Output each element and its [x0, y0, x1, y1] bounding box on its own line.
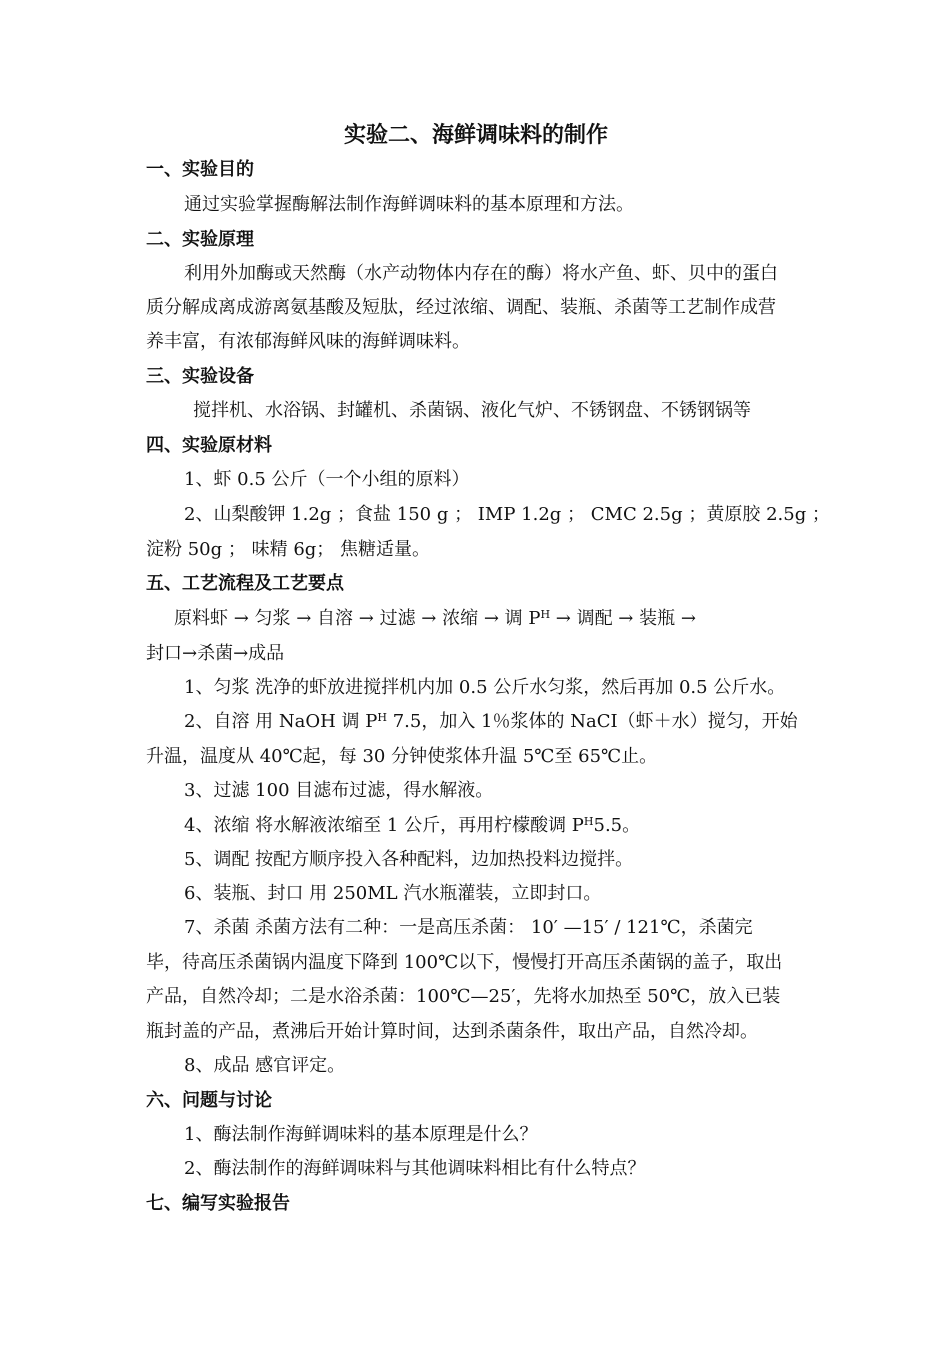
step-concentrate: [184, 812, 640, 840]
document-title: 实验二、海鲜调味料的制作: [343, 123, 608, 148]
step-autolysis-cont: 升温，温度从 40℃起，每 30 分钟使浆体升温 5℃至 65℃止。: [146, 746, 658, 767]
heading-principle: 二、实验原理: [146, 229, 254, 250]
heading-process: 五、工艺流程及工艺要点: [146, 573, 344, 594]
process-flow-text-b: → 调配 → 装瓶 →: [550, 608, 696, 629]
equipment-text: 搅拌机、水浴锅、封罐机、杀菌锅、液化气炉、不锈钢盘、不锈钢锅等: [193, 400, 751, 421]
principle-line-1: 利用外加酶或天然酶（水产动物体内存在的酶）将水产鱼、虾、贝中的蛋白: [184, 263, 778, 284]
step-autolysis: [184, 708, 798, 736]
step-bottle: 6、装瓶、封口 用 250ML 汽水瓶灌装，立即封口。: [184, 883, 602, 904]
step-blend: 5、调配 按配方顺序投入各种配料，边加热投料边搅拌。: [184, 849, 634, 870]
step-filter: 3、过滤 100 目滤布过滤，得水解液。: [184, 780, 494, 801]
step-homogenize: 1、匀浆 洗净的虾放进搅拌机内加 0.5 公斤水匀浆，然后再加 0.5 公斤水。: [184, 677, 786, 698]
process-flow-line-1: [174, 605, 696, 633]
ph-superscript: H: [540, 608, 551, 621]
ph-superscript: H: [377, 711, 387, 724]
heading-purpose: 一、实验目的: [146, 159, 254, 180]
heading-equipment: 三、实验设备: [146, 366, 254, 387]
principle-line-2: 质分解成离成游离氨基酸及短肽，经过浓缩、调配、装瓶、杀菌等工艺制作成营: [146, 297, 776, 318]
step-sterilize-cont-2: 产品，自然冷却；二是水浴杀菌：100℃—25′，先将水加热至 50℃，放入已装: [146, 986, 781, 1007]
step-concentrate-text-b: 5.5。: [593, 815, 641, 836]
step-autolysis-text-a: 2、自溶 用 NaOH 调 P: [184, 711, 378, 732]
step-autolysis-text-b: 7.5，加入 1％浆体的 NaCI（虾＋水）搅匀，开始: [386, 711, 798, 732]
material-item-2: 2、山梨酸钾 1.2g ；食盐 150 g ； IMP 1.2g ； CMC 2.5g ；黄原胶 2.5g ；: [184, 504, 830, 525]
heading-report: 七、编写实验报告: [146, 1193, 290, 1214]
principle-line-3: 养丰富，有浓郁海鲜风味的海鲜调味料。: [146, 331, 470, 352]
step-sterilize-cont-1: 毕，待高压杀菌锅内温度下降到 100℃以下，慢慢打开高压杀菌锅的盖子，取出: [146, 952, 783, 973]
purpose-text: 通过实验掌握酶解法制作海鲜调味料的基本原理和方法。: [184, 194, 634, 215]
ph-superscript: H: [583, 815, 594, 828]
heading-discussion: 六、问题与讨论: [146, 1090, 272, 1111]
process-flow-text-a: 原料虾 → 匀浆 → 自溶 → 过滤 → 浓缩 → 调 P: [174, 608, 541, 629]
heading-materials: 四、实验原材料: [146, 435, 272, 456]
question-2: 2、酶法制作的海鲜调味料与其他调味料相比有什么特点？: [184, 1158, 646, 1179]
step-concentrate-text-a: 4、浓缩 将水解液浓缩至 1 公斤，再用柠檬酸调 P: [184, 815, 584, 836]
step-sterilize-cont-3: 瓶封盖的产品，煮沸后开始计算时间，达到杀菌条件，取出产品，自然冷却。: [146, 1021, 758, 1042]
process-flow-line-2: 封口→杀菌→成品: [146, 643, 285, 664]
material-item-2-cont: 淀粉 50g ； 味精 6g； 焦糖适量。: [146, 539, 431, 560]
question-1: 1、酶法制作海鲜调味料的基本原理是什么？: [184, 1124, 538, 1145]
material-item-1: 1、虾 0.5 公斤（一个小组的原料）: [184, 469, 470, 490]
step-sterilize: 7、杀菌 杀菌方法有二种：一是高压杀菌： 10′ —15′ / 121℃，杀菌完: [184, 917, 753, 938]
step-product: 8、成品 感官评定。: [184, 1055, 346, 1076]
